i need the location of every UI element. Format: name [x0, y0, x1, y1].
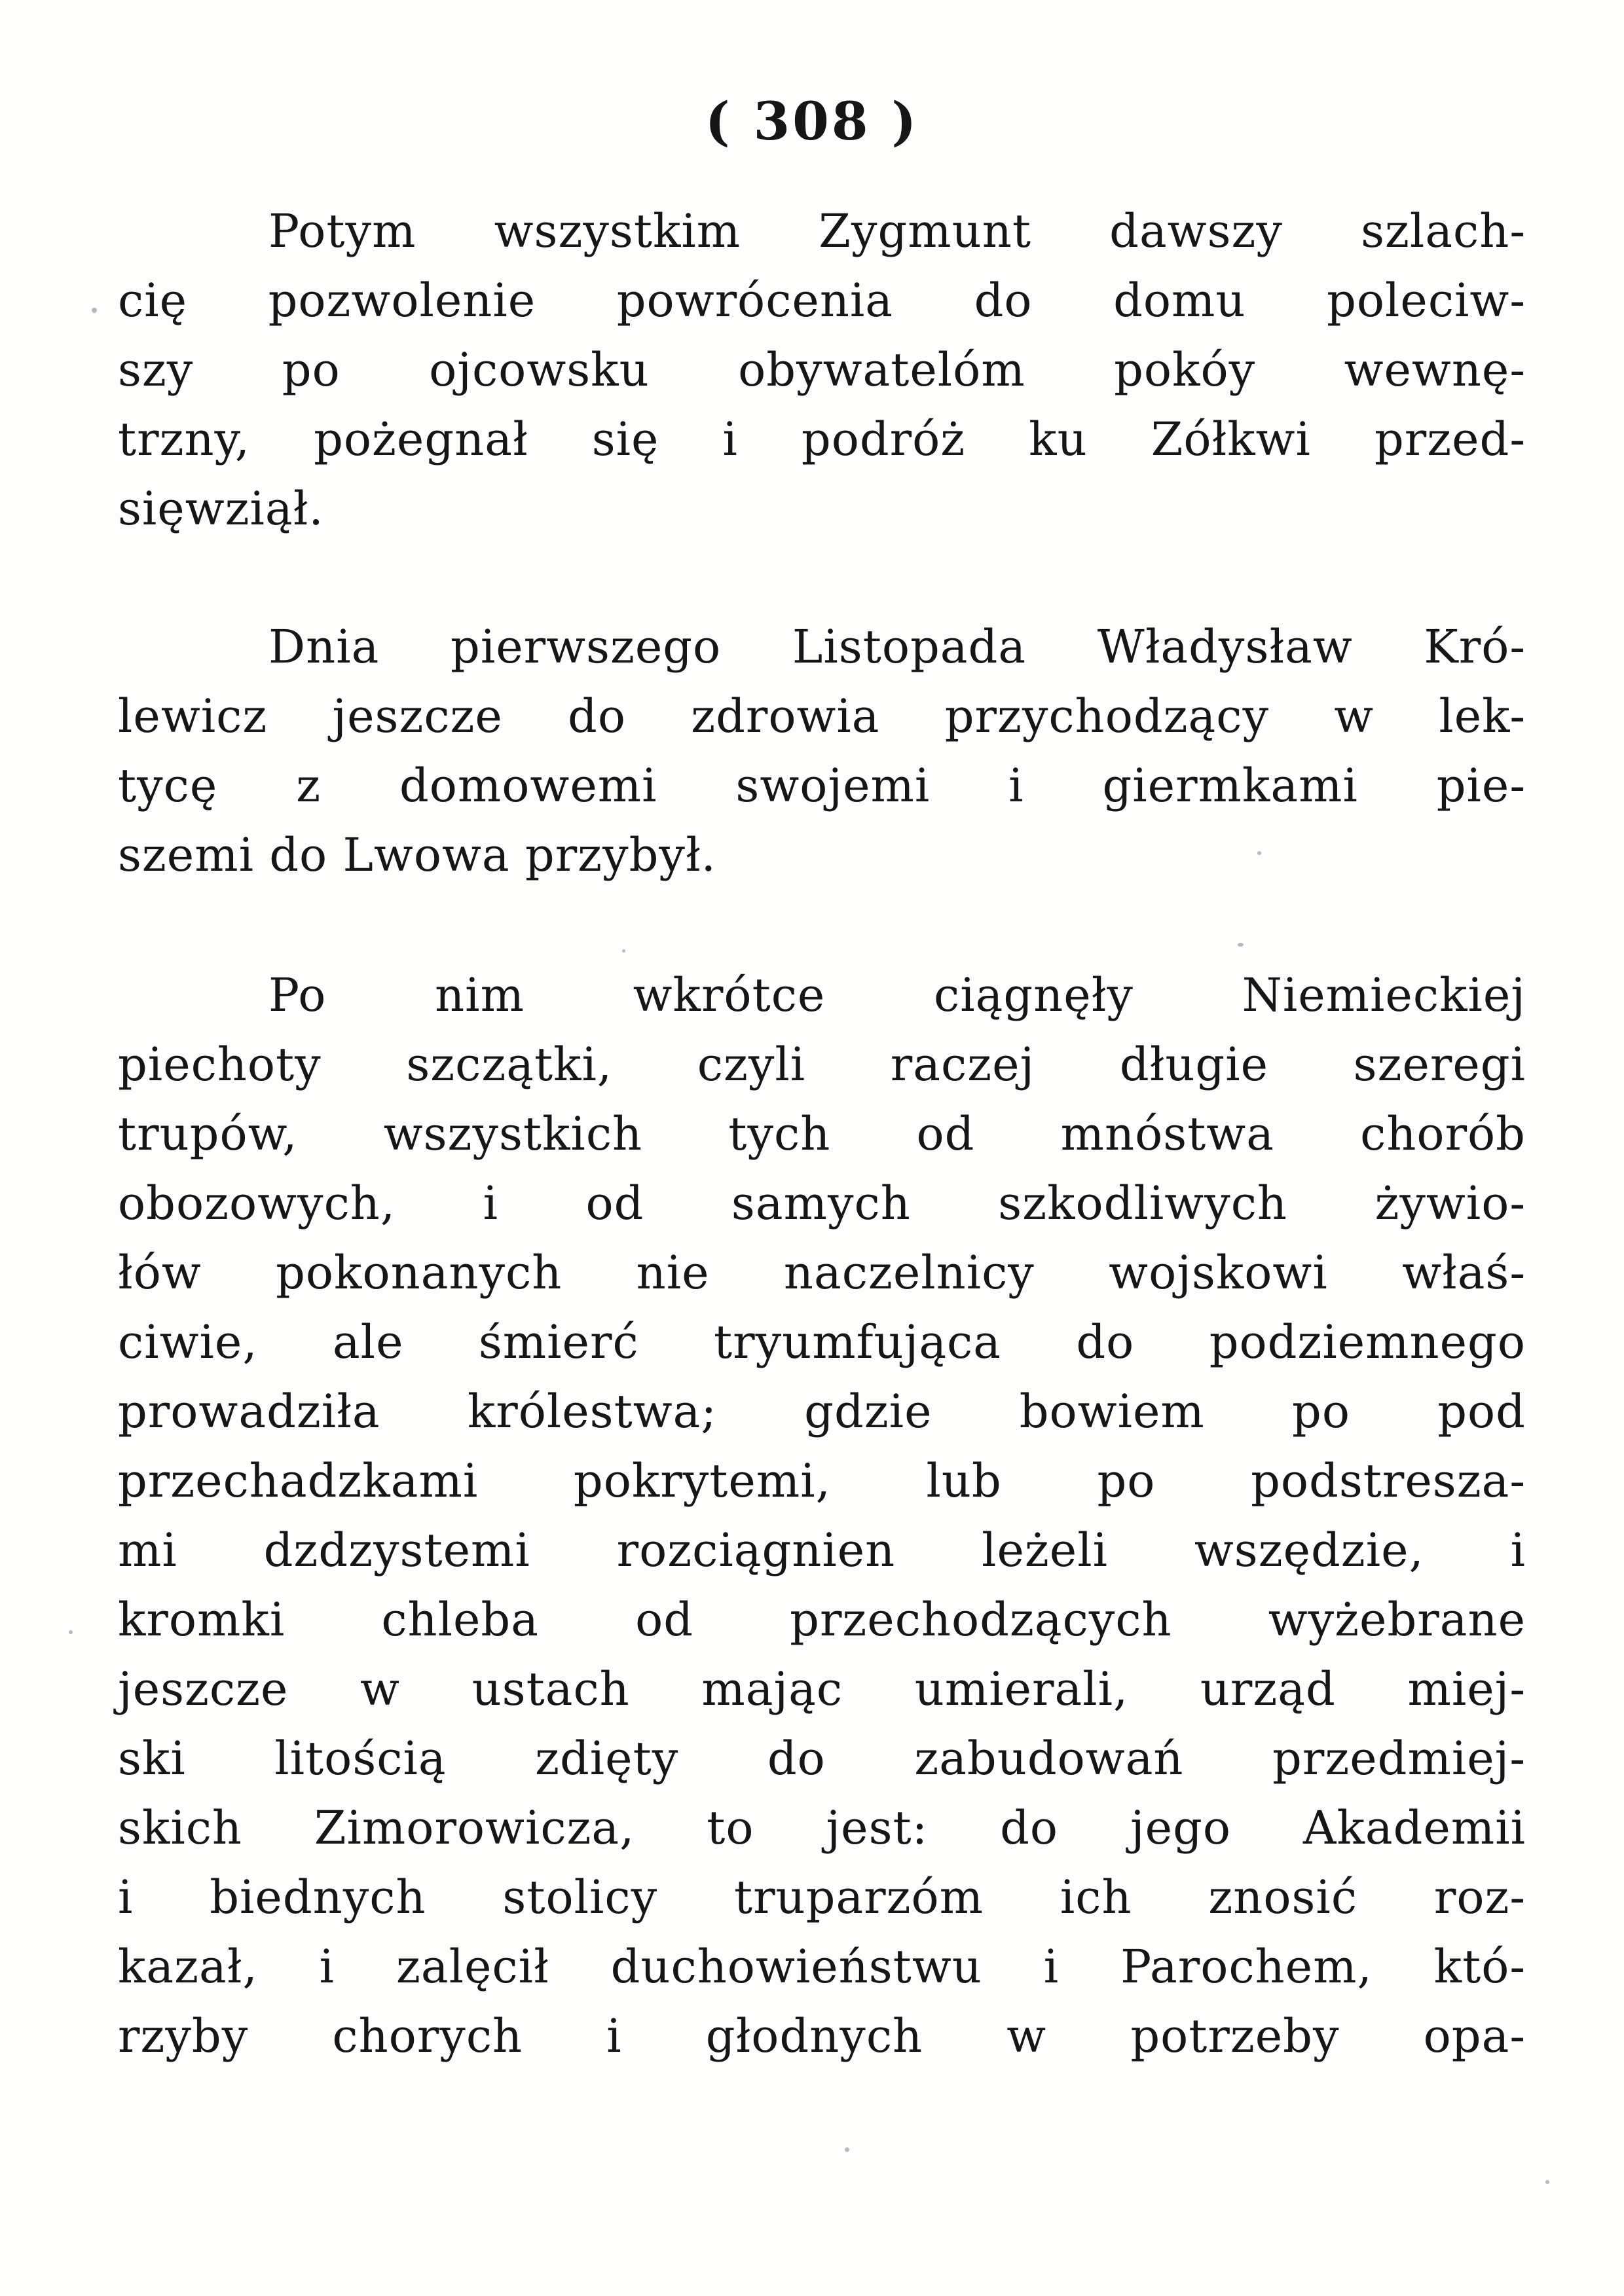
- text-line: trupów, wszystkich tych od mnóstwa chorób: [118, 1107, 1526, 1161]
- text-line: kromki chleba od przechodzących wyżebrane: [118, 1593, 1526, 1647]
- text-line: sięwziął.: [118, 482, 324, 536]
- text-line: ciwie, ale śmierć tryumfująca do podziemnego: [118, 1315, 1526, 1369]
- paper-speck: [1545, 2180, 1549, 2184]
- text-line: rzyby chorych i głodnych w potrzeby opa-: [118, 2009, 1526, 2063]
- text-line: cię pozwolenie powrócenia do domu poleciw-: [118, 274, 1526, 327]
- text-line: kazał, i zalęcił duchowieństwu i Parochem, któ-: [118, 1940, 1526, 1994]
- text-line: obozowych, i od samych szkodliwych żywio-: [118, 1176, 1526, 1230]
- paper-speck: [92, 308, 97, 313]
- paper-speck: [845, 2147, 849, 2152]
- paper-speck: [622, 949, 625, 953]
- text-line: szemi do Lwowa przybył.: [118, 828, 716, 882]
- text-line: i biednych stolicy truparzóm ich znosić roz-: [118, 1870, 1526, 1924]
- paragraph: [118, 196, 1526, 543]
- text-line: Dnia pierwszego Listopada Władysław Kró-: [268, 620, 1526, 674]
- text-line: łów pokonanych nie naczelnicy wojskowi właś-: [118, 1246, 1526, 1300]
- text-line: Potym wszystkim Zygmunt dawszy szlach-: [268, 204, 1526, 258]
- paragraph: [118, 612, 1526, 890]
- paper-speck: [69, 1630, 73, 1634]
- text-line: skich Zimorowicza, to jest: do jego Akademii: [118, 1801, 1526, 1855]
- text-line: mi dzdzystemi rozciągnien leżeli wszędzie, i: [118, 1523, 1526, 1577]
- page-number: ( 308 ): [705, 90, 919, 152]
- text-line: lewicz jeszcze do zdrowia przychodzący w lek-: [118, 689, 1526, 743]
- text-line: szy po ojcowsku obywatelóm pokóy wewnę-: [118, 343, 1526, 397]
- text-line: jeszcze w ustach mając umierali, urząd miej-: [118, 1662, 1526, 1716]
- text-line: przechadzkami pokrytemi, lub po podstresza-: [118, 1454, 1526, 1508]
- text-line: ski litością zdięty do zabudowań przedmiej-: [118, 1732, 1526, 1785]
- text-line: prowadziła królestwa; gdzie bowiem po pod: [118, 1385, 1526, 1438]
- text-line: piechoty szczątki, czyli raczej długie szeregi: [118, 1038, 1526, 1091]
- paragraph: [118, 960, 1526, 2071]
- text-line: Po nim wkrótce ciągnęły Niemieckiej: [268, 968, 1526, 1022]
- paper-speck: [1238, 943, 1244, 947]
- text-line: trzny, pożegnał się i podróż ku Zółkwi przed-: [118, 412, 1526, 466]
- text-line: tycę z domowemi swojemi i giermkami pie-: [118, 759, 1526, 812]
